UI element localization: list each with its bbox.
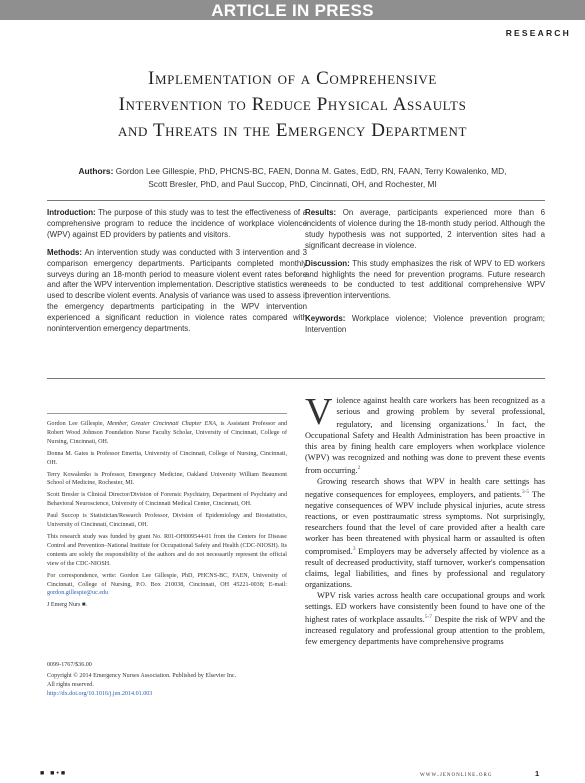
abstract-bottom-rule (47, 378, 545, 379)
results-text: On average, participants experienced more than 6 incidents of violence during the 18-month study period. Although the study hypothesis was not supported, 2 intervention sites had a significant decrease in violence. (305, 208, 545, 250)
article-title (40, 66, 545, 144)
abstract-left-column (47, 208, 307, 342)
doi-link[interactable]: http://dx.doi.org/10.1016/j.jen.2014.01.003 (47, 690, 153, 697)
p3-text-a: WPV risk varies across health care occupational groups and work settings. ED workers have consistently been found to have one of the highest rates of workplace assaults. (305, 590, 545, 624)
issn: 0099-1767/$36.00 (47, 662, 92, 668)
reference-5-7[interactable]: 5-7 (424, 614, 433, 621)
footnote-kowalenko: Terry Kowalenko is Professor, Emergency Medicine, Oakland University William Beaumont School of Medicine, Rochester, MI. (47, 471, 287, 487)
abstract-top-rule (47, 200, 545, 201)
article-in-press-banner: ARTICLE IN PRESS (0, 0, 585, 20)
copyright-line: Copyright © 2014 Emergency Nurses Association. Published by Elsevier Inc. (47, 672, 237, 679)
authors-label: Authors: (78, 166, 114, 176)
footnote-rule (47, 413, 287, 414)
page-number: 1 (535, 769, 540, 778)
footnote-gillespie (47, 420, 287, 447)
footnote-succop: Paul Succop is Statistician/Research Professor, Division of Epidemiology and Biostatistics, University of Cincinnati, Cincinnati, OH. (47, 513, 287, 529)
abstract-results (305, 208, 545, 252)
body-text-column (305, 391, 546, 647)
footnote-gillespie-rest: is Assistant Professor and Robert Wood Johnson Foundation Nurse Faculty Scholar, University of Cincinnati, College of Nursing, Cincinnati, OH. (47, 421, 287, 445)
reference-1[interactable]: 1 (486, 419, 489, 426)
body-paragraph-3 (305, 590, 545, 647)
abstract-introduction (47, 208, 307, 241)
discussion-text: This study emphasizes the risk of WPV to ED workers and highlights the need for prevention programs. Future research needs to be conducted to test additional comprehensive WPV prevention interventions. (305, 258, 545, 301)
keywords-text: Workplace violence; Violence prevention program; Intervention (305, 314, 545, 335)
p3-text-b: Despite the risk of WPV and the increased regulatory and professional group attention to the problem, few emergency departments have comprehensive programs (305, 614, 545, 646)
introduction-label: Introduction: (47, 208, 96, 217)
keywords-label: Keywords: (305, 314, 346, 324)
title-line-3: and Threats in the Emergency Department (118, 120, 467, 141)
footnote-bresler: Scott Bresler is Clinical Director/Division of Forensic Psychiatry, Department of Psychiatry and Behavioral Neuroscience, University of Cincinnati Medical Center, Cincinnati, OH. (47, 492, 287, 508)
rights-line: All rights reserved. (47, 681, 94, 688)
methods-label: Methods: (47, 247, 83, 257)
introduction-text: The purpose of this study was to test the effectiveness of a comprehensive program to reduce the incidence of workplace violence (WPV) against ED providers by patients and visitors. (47, 208, 307, 239)
discussion-label: Discussion: (305, 258, 350, 268)
author-list (40, 165, 545, 190)
footnote-journal: J Emerg Nurs ■. (47, 602, 88, 609)
section-label: RESEARCH (505, 28, 571, 38)
authors-text-1: Gordon Lee Gillespie, PhD, PHCNS-BC, FAEN, Donna M. Gates, EdD, RN, FAAN, Terry Kowalenko, MD, (115, 166, 507, 176)
reference-3[interactable]: 3 (352, 546, 356, 552)
abstract-right-column (305, 208, 545, 343)
abstract-methods (47, 248, 307, 335)
reference-2[interactable]: 2 (357, 465, 361, 472)
p2-text-a: Growing research shows that WPV in health care settings has negative consequences for employees, employers, and patients. (305, 476, 545, 499)
copyright-block (47, 661, 287, 699)
footer-issue-marker: ■ ■•■ (40, 770, 68, 777)
abstract-discussion (305, 259, 545, 303)
reference-3-5[interactable]: 3-5 (521, 488, 530, 495)
footnote-gillespie-role: Member, Greater Cincinnati Chapter ENA, (106, 421, 218, 427)
drop-cap: V (305, 391, 333, 433)
p2-text-b: The negative consequences of WPV include physical injuries, acute stress reactions, or even posttraumatic stress symptoms. Not surprisingly, researchers found that the level of care provided after a health care worker has been threatened with physical harm or assaulted is often compromised. (305, 489, 545, 556)
correspondence-email-link[interactable]: gordon.gillespie@uc.edu (47, 590, 109, 597)
p2-text-c: Employers may be adversely affected by violence as a result of decreased productivity, staff turnover, worker's compensation claims, legal liabilities, and fines by professional and regulatory organizations. (305, 546, 545, 589)
footnote-gates: Donna M. Gates is Professor Emerita, University of Cincinnati, College of Nursing, Cincinnati, OH. (47, 450, 287, 466)
title-line-2: Intervention to Reduce Physical Assaults (118, 94, 467, 115)
abstract-keywords (305, 314, 545, 336)
footer-journal-url[interactable]: www.jenonline.org (420, 770, 493, 778)
authors-line-2: Scott Bresler, PhD, and Paul Succop, PhD, Cincinnati, OH, and Rochester, MI (148, 178, 437, 189)
author-footnotes (47, 420, 287, 613)
correspondence-text: For correspondence, write: Gordon Lee Gillespie, PhD, PHCNS-BC, FAEN, University of Cincinnati, College of Nursing, P.O. Box 210038, Cincinnati, OH 45221-0038; E-mail: (47, 572, 287, 588)
footnote-gillespie-name: Gordon Lee Gillespie, (47, 421, 105, 427)
footnote-funding: This research study was funded by grant No. R01-OH009544-01 from the Centers for Disease Control and Prevention–National Institute for Occupational Safety and Health (CDC-NIOSH). Its contents are solely the responsibility of the authors and do not necessarily represent the official view of the CDC-NIOSH. (47, 533, 287, 567)
footnote-correspondence (47, 572, 287, 599)
methods-text: An intervention study was conducted with 3 intervention and 3 comparison emergency departments. Participants completed monthly surveys during an 18-month period to measure violent event rates before and after the WPV intervention implementation. Descriptive statistics were used to describe violent events. Analysis of variance was used to assess if the emergency departments participating in the WPV intervention experienced a significant reduction in violence rates compared with nonintervention emergency departments. (47, 247, 307, 334)
p1-text-b: In fact, the Occupational Safety and Health Administration has been proactive in this area by fining health care employers when workplace violence (WPV) was recognized and nothing was done to prevent these events from occurring. (305, 419, 546, 475)
results-label: Results: (305, 208, 337, 217)
p1-text-a: iolence against health care workers has been recognized as a serious and growing problem by several professional, regulatory, and licensing organizations. (336, 396, 545, 429)
body-paragraph-1 (305, 391, 546, 476)
title-line-1: Implementation of a Comprehensive (148, 68, 437, 89)
body-paragraph-2 (305, 476, 545, 590)
authors-line-1 (40, 165, 545, 178)
